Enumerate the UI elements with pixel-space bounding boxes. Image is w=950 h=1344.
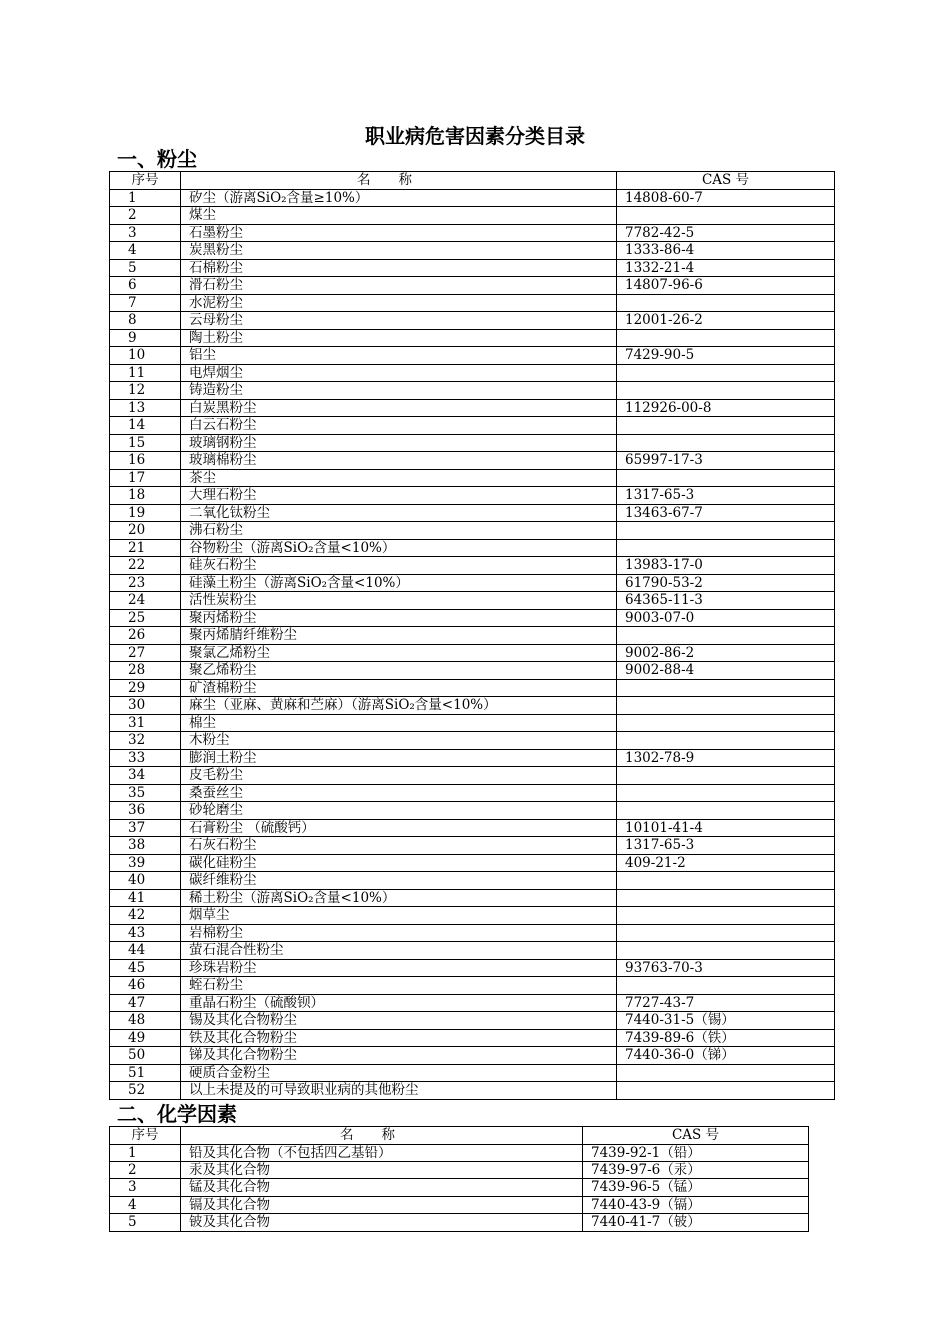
table-row (110, 644, 835, 662)
cell-cas (617, 329, 835, 347)
cell-name: 茶尘 (181, 469, 617, 487)
cell-no: 2 (110, 207, 181, 225)
cell-name: 以上未提及的可导致职业病的其他粉尘 (181, 1082, 617, 1100)
cell-no: 5 (110, 1214, 181, 1231)
cell-cas (617, 889, 835, 907)
cell-name: 铍及其化合物 (181, 1214, 583, 1231)
table-row (110, 242, 835, 260)
cell-cas: 1317-65-3 (617, 837, 835, 855)
cell-cas (617, 679, 835, 697)
table-row (110, 277, 835, 295)
cell-no: 19 (110, 504, 181, 522)
header-name: 名称 (181, 1127, 583, 1145)
cell-no: 9 (110, 329, 181, 347)
cell-name: 聚丙烯腈纤维粉尘 (181, 627, 617, 645)
table-row (110, 942, 835, 960)
cell-no: 31 (110, 714, 181, 732)
table-row (110, 347, 835, 365)
cell-name: 滑石粉尘 (181, 277, 617, 295)
table-row (110, 259, 835, 277)
table-row (110, 399, 835, 417)
cell-no: 20 (110, 522, 181, 540)
cell-no: 40 (110, 872, 181, 890)
cell-cas: 7439-89-6（铁） (617, 1029, 835, 1047)
table-row (110, 329, 835, 347)
table-row (110, 1012, 835, 1030)
chemical-table (109, 1126, 809, 1232)
cell-name: 聚丙烯粉尘 (181, 609, 617, 627)
cell-no: 3 (110, 224, 181, 242)
cell-cas: 1317-65-3 (617, 487, 835, 505)
cell-cas (617, 767, 835, 785)
cell-name: 聚乙烯粉尘 (181, 662, 617, 680)
section-heading-dust: 一、粉尘 (117, 147, 197, 171)
cell-cas (617, 732, 835, 750)
cell-no: 7 (110, 294, 181, 312)
cell-cas (617, 924, 835, 942)
cell-cas (617, 802, 835, 820)
cell-cas (617, 364, 835, 382)
cell-no: 6 (110, 277, 181, 295)
cell-cas: 61790-53-2 (617, 574, 835, 592)
cell-name: 水泥粉尘 (181, 294, 617, 312)
cell-no: 38 (110, 837, 181, 855)
cell-cas: 14807-96-6 (617, 277, 835, 295)
table-row (110, 854, 835, 872)
cell-no: 35 (110, 784, 181, 802)
header-name: 名称 (181, 172, 617, 190)
cell-name: 硬质合金粉尘 (181, 1064, 617, 1082)
cell-no: 46 (110, 977, 181, 995)
cell-no: 17 (110, 469, 181, 487)
cell-no: 47 (110, 994, 181, 1012)
cell-cas (617, 207, 835, 225)
dust-table (109, 171, 835, 1100)
table-row (110, 767, 835, 785)
cell-cas: 7440-43-9（镉） (583, 1196, 809, 1213)
cell-cas: 12001-26-2 (617, 312, 835, 330)
table-row (110, 382, 835, 400)
cell-name: 碳纤维粉尘 (181, 872, 617, 890)
table-row (110, 539, 835, 557)
cell-cas (617, 522, 835, 540)
cell-name: 沸石粉尘 (181, 522, 617, 540)
cell-name: 玻璃棉粉尘 (181, 452, 617, 470)
cell-cas: 93763-70-3 (617, 959, 835, 977)
cell-no: 30 (110, 697, 181, 715)
cell-cas: 14808-60-7 (617, 189, 835, 207)
cell-cas (617, 382, 835, 400)
cell-cas: 1333-86-4 (617, 242, 835, 260)
table-row (110, 819, 835, 837)
table-row (110, 592, 835, 610)
cell-name: 活性炭粉尘 (181, 592, 617, 610)
cell-no: 28 (110, 662, 181, 680)
cell-name: 铅及其化合物（不包括四乙基铅） (181, 1144, 583, 1161)
cell-cas (617, 1064, 835, 1082)
cell-cas: 7440-31-5（锡） (617, 1012, 835, 1030)
cell-cas: 7440-36-0（锑） (617, 1047, 835, 1065)
cell-cas (617, 872, 835, 890)
cell-cas: 9002-86-2 (617, 644, 835, 662)
cell-name: 棉尘 (181, 714, 617, 732)
cell-name: 硅藻土粉尘（游离SiO₂含量<10%） (181, 574, 617, 592)
cell-no: 29 (110, 679, 181, 697)
header-no: 序号 (110, 1127, 181, 1145)
cell-name: 铝尘 (181, 347, 617, 365)
cell-name: 石棉粉尘 (181, 259, 617, 277)
cell-name: 岩棉粉尘 (181, 924, 617, 942)
table-row (110, 837, 835, 855)
cell-name: 云母粉尘 (181, 312, 617, 330)
cell-name: 石膏粉尘 （硫酸钙） (181, 819, 617, 837)
cell-name: 汞及其化合物 (181, 1161, 583, 1178)
header-cas: CAS 号 (617, 172, 835, 190)
cell-name: 稀土粉尘（游离SiO₂含量<10%） (181, 889, 617, 907)
cell-no: 4 (110, 242, 181, 260)
cell-name: 锰及其化合物 (181, 1179, 583, 1196)
cell-no: 10 (110, 347, 181, 365)
cell-name: 大理石粉尘 (181, 487, 617, 505)
cell-no: 4 (110, 1196, 181, 1213)
cell-no: 26 (110, 627, 181, 645)
cell-no: 41 (110, 889, 181, 907)
cell-name: 膨润土粉尘 (181, 749, 617, 767)
table-row (110, 574, 835, 592)
cell-name: 砂轮磨尘 (181, 802, 617, 820)
cell-name: 锡及其化合物粉尘 (181, 1012, 617, 1030)
cell-cas (617, 784, 835, 802)
cell-cas: 13983-17-0 (617, 557, 835, 575)
cell-cas: 7782-42-5 (617, 224, 835, 242)
cell-no: 44 (110, 942, 181, 960)
cell-name: 铸造粉尘 (181, 382, 617, 400)
table-row (110, 1161, 809, 1178)
cell-no: 3 (110, 1179, 181, 1196)
cell-name: 桑蚕丝尘 (181, 784, 617, 802)
cell-name: 电焊烟尘 (181, 364, 617, 382)
cell-no: 15 (110, 434, 181, 452)
table-row (110, 1214, 809, 1231)
table-row (110, 1064, 835, 1082)
table-row (110, 434, 835, 452)
table-row (110, 802, 835, 820)
cell-name: 矿渣棉粉尘 (181, 679, 617, 697)
cell-name: 烟草尘 (181, 907, 617, 925)
cell-name: 白炭黑粉尘 (181, 399, 617, 417)
table-row (110, 697, 835, 715)
cell-name: 矽尘（游离SiO₂含量≥10%） (181, 189, 617, 207)
cell-no: 52 (110, 1082, 181, 1100)
cell-no: 21 (110, 539, 181, 557)
cell-name: 木粉尘 (181, 732, 617, 750)
table-row (110, 714, 835, 732)
cell-cas (617, 469, 835, 487)
cell-name: 锑及其化合物粉尘 (181, 1047, 617, 1065)
cell-name: 麻尘（亚麻、黄麻和苎麻）（游离SiO₂含量<10%） (181, 697, 617, 715)
cell-no: 48 (110, 1012, 181, 1030)
cell-name: 白云石粉尘 (181, 417, 617, 435)
cell-name: 镉及其化合物 (181, 1196, 583, 1213)
cell-cas: 1302-78-9 (617, 749, 835, 767)
cell-cas: 409-21-2 (617, 854, 835, 872)
cell-name: 石墨粉尘 (181, 224, 617, 242)
cell-no: 27 (110, 644, 181, 662)
table-row (110, 312, 835, 330)
cell-cas: 64365-11-3 (617, 592, 835, 610)
cell-cas: 9002-88-4 (617, 662, 835, 680)
table-row (110, 557, 835, 575)
table-header-row (110, 1127, 809, 1145)
cell-no: 45 (110, 959, 181, 977)
cell-no: 12 (110, 382, 181, 400)
cell-cas (617, 294, 835, 312)
cell-name: 重晶石粉尘（硫酸钡） (181, 994, 617, 1012)
cell-name: 石灰石粉尘 (181, 837, 617, 855)
cell-cas (617, 697, 835, 715)
cell-name: 皮毛粉尘 (181, 767, 617, 785)
cell-no: 14 (110, 417, 181, 435)
cell-cas (617, 977, 835, 995)
cell-cas: 7429-90-5 (617, 347, 835, 365)
table-row (110, 189, 835, 207)
header-no: 序号 (110, 172, 181, 190)
table-header-row (110, 172, 835, 190)
cell-name: 碳化硅粉尘 (181, 854, 617, 872)
cell-no: 2 (110, 1161, 181, 1178)
cell-no: 36 (110, 802, 181, 820)
cell-cas: 112926-00-8 (617, 399, 835, 417)
table-row (110, 207, 835, 225)
table-row (110, 487, 835, 505)
cell-cas: 7439-96-5（锰） (583, 1179, 809, 1196)
table-row (110, 294, 835, 312)
table-row (110, 469, 835, 487)
section-heading-chemical: 二、化学因素 (117, 1102, 237, 1126)
cell-no: 22 (110, 557, 181, 575)
table-row (110, 1196, 809, 1213)
cell-no: 18 (110, 487, 181, 505)
table-row (110, 1179, 809, 1196)
cell-no: 33 (110, 749, 181, 767)
cell-no: 25 (110, 609, 181, 627)
cell-name: 珍珠岩粉尘 (181, 959, 617, 977)
cell-cas (617, 434, 835, 452)
table-row (110, 364, 835, 382)
cell-name: 陶土粉尘 (181, 329, 617, 347)
cell-name: 谷物粉尘（游离SiO₂含量<10%） (181, 539, 617, 557)
table-row (110, 504, 835, 522)
cell-cas (617, 907, 835, 925)
table-row (110, 452, 835, 470)
cell-no: 34 (110, 767, 181, 785)
table-row (110, 977, 835, 995)
cell-name: 煤尘 (181, 207, 617, 225)
cell-cas (617, 1082, 835, 1100)
cell-no: 8 (110, 312, 181, 330)
cell-name: 蛭石粉尘 (181, 977, 617, 995)
cell-no: 16 (110, 452, 181, 470)
cell-cas (617, 539, 835, 557)
cell-cas: 7440-41-7（铍） (583, 1214, 809, 1231)
cell-no: 37 (110, 819, 181, 837)
cell-cas: 7439-97-6（汞） (583, 1161, 809, 1178)
cell-name: 二氧化钛粉尘 (181, 504, 617, 522)
cell-no: 49 (110, 1029, 181, 1047)
cell-name: 萤石混合性粉尘 (181, 942, 617, 960)
cell-no: 24 (110, 592, 181, 610)
table-row (110, 1029, 835, 1047)
cell-cas (617, 627, 835, 645)
cell-cas (617, 417, 835, 435)
cell-name: 铁及其化合物粉尘 (181, 1029, 617, 1047)
table-row (110, 1144, 809, 1161)
cell-no: 42 (110, 907, 181, 925)
cell-cas: 10101-41-4 (617, 819, 835, 837)
table-row (110, 749, 835, 767)
cell-no: 1 (110, 1144, 181, 1161)
table-row (110, 679, 835, 697)
table-row (110, 417, 835, 435)
cell-no: 23 (110, 574, 181, 592)
table-row (110, 924, 835, 942)
cell-no: 13 (110, 399, 181, 417)
table-row (110, 662, 835, 680)
table-row (110, 522, 835, 540)
header-cas: CAS 号 (583, 1127, 809, 1145)
table-row (110, 907, 835, 925)
table-row (110, 784, 835, 802)
cell-cas (617, 942, 835, 960)
document-title: 职业病危害因素分类目录 (365, 124, 585, 148)
cell-no: 43 (110, 924, 181, 942)
cell-no: 11 (110, 364, 181, 382)
cell-cas: 13463-67-7 (617, 504, 835, 522)
table-row (110, 889, 835, 907)
cell-no: 1 (110, 189, 181, 207)
table-row (110, 872, 835, 890)
table-row (110, 1047, 835, 1065)
cell-no: 39 (110, 854, 181, 872)
cell-name: 炭黑粉尘 (181, 242, 617, 260)
cell-cas (617, 714, 835, 732)
cell-no: 50 (110, 1047, 181, 1065)
cell-no: 51 (110, 1064, 181, 1082)
cell-name: 玻璃钢粉尘 (181, 434, 617, 452)
cell-no: 5 (110, 259, 181, 277)
table-row (110, 224, 835, 242)
cell-cas: 65997-17-3 (617, 452, 835, 470)
table-row (110, 732, 835, 750)
cell-no: 32 (110, 732, 181, 750)
table-row (110, 994, 835, 1012)
table-row (110, 609, 835, 627)
table-row (110, 627, 835, 645)
table-row (110, 959, 835, 977)
cell-cas: 7439-92-1（铅） (583, 1144, 809, 1161)
cell-cas: 1332-21-4 (617, 259, 835, 277)
table-row (110, 1082, 835, 1100)
cell-cas: 7727-43-7 (617, 994, 835, 1012)
cell-name: 硅灰石粉尘 (181, 557, 617, 575)
cell-cas: 9003-07-0 (617, 609, 835, 627)
cell-name: 聚氯乙烯粉尘 (181, 644, 617, 662)
